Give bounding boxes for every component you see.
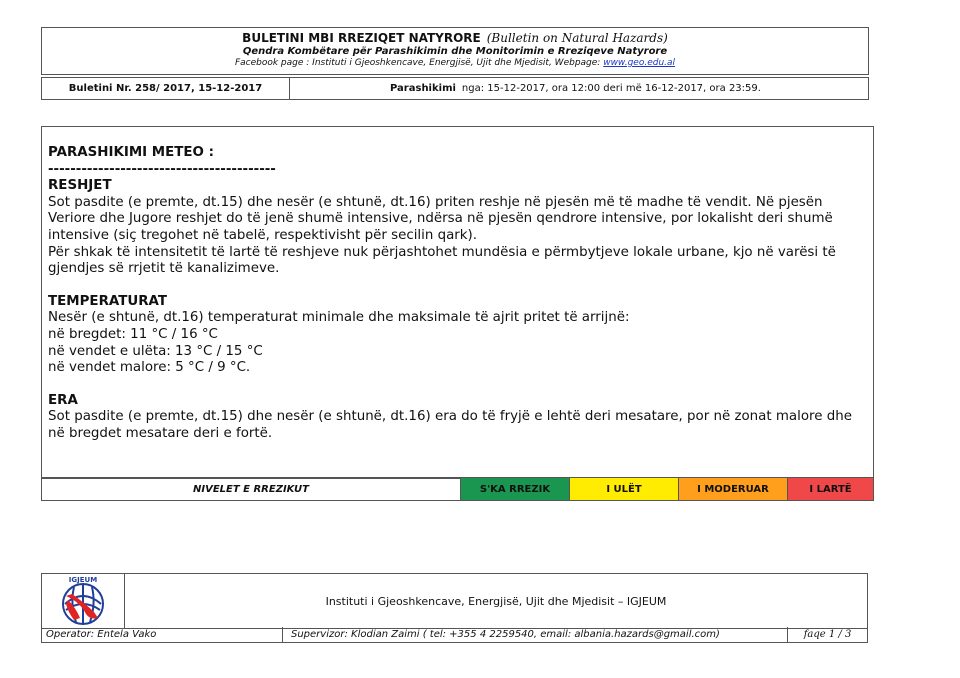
separator-line: -----------------------------------------: [48, 161, 276, 177]
forecast-title: PARASHIKIMI METEO :: [48, 145, 214, 160]
risk-level-high: I LARTË: [787, 478, 873, 500]
forecast-content: [48, 145, 868, 443]
website-link[interactable]: www.geo.edu.al: [603, 58, 676, 68]
svg-text:IGJEUM: IGJEUM: [68, 576, 98, 584]
header-title-line: [42, 31, 868, 45]
header-center-name: Qendra Kombëtare për Parashikimin dhe Monitorimin e Rreziqeve Natyrore: [242, 46, 668, 57]
rain-paragraph-2: Për shkak të intensitetit të lartë të reshjeve nuk përjashtohet mundësia e përmbytjeve lokale urbane, kjo në varësi të gjendjes së rrjetit të kanalizimeve.: [48, 244, 836, 277]
footer-contact-row: [41, 627, 868, 643]
rain-paragraph-1: Sot pasdite (e premte, dt.15) dhe nesër (e shtunë, dt.16) priten reshje në pjesën më të madhe të vendit. Në pjesën Veriore dhe Jugore reshjet do të jenë shumë intensive, ndërsa në pjesën qendrore intensive, por lokalisht deri shumë intensive (siç tregohet në tabelë, respektivisht për secilin qark).: [48, 194, 833, 243]
forecast-label: Parashikimi: [390, 83, 456, 94]
header-title: BULETINI MBI RREZIQET NATYRORE: [242, 31, 481, 45]
header-subtitle: (Bulletin on Natural Hazards): [486, 31, 668, 45]
risk-levels-label: NIVELET E RREZIKUT: [192, 483, 309, 495]
risk-level-none: S'KA RREZIK: [460, 478, 569, 500]
igjeum-logo: [42, 574, 125, 628]
page-number: faqe 1 / 3: [803, 629, 852, 640]
supervisor-contact: Supervizor: Klodian Zaimi ( tel: +355 4 2259540, email: albania.hazards@gmail.com): [283, 627, 788, 642]
temperature-mountains: në vendet malore: 5 °C / 9 °C.: [48, 360, 251, 376]
temperature-lowlands: në vendet e ulëta: 13 °C / 15 °C: [48, 343, 263, 359]
forecast-box: [41, 126, 874, 479]
wind-paragraph: Sot pasdite (e premte, dt.15) dhe nesër (e shtunë, dt.16) era do të fryjë e lehtë deri mesatare, por në zonat malore dhe në bregdet mesatare deri e fortë.: [48, 409, 852, 441]
facebook-text: Facebook page : Instituti i Gjeoshkencave, Energjisë, Ujit dhe Mjedisit, Webpage:: [234, 58, 604, 68]
forecast-range: nga: 15-12-2017, ora 12:00 deri më 16-12-2017, ora 23:59.: [461, 83, 761, 94]
risk-levels-bar: [41, 477, 874, 501]
globe-logo-icon: [52, 574, 114, 628]
risk-level-low: I ULËT: [569, 478, 678, 500]
rain-heading: RESHJET: [48, 178, 112, 194]
temperature-heading: TEMPERATURAT: [48, 293, 167, 309]
temperature-coast: në bregdet: 11 °C / 16 °C: [48, 326, 218, 342]
risk-level-moderate: I MODERUAR: [678, 478, 787, 500]
bulletin-header: [41, 27, 869, 75]
institute-name: Instituti i Gjeoshkencave, Energjisë, Ujit dhe Mjedisit – IGJEUM: [325, 594, 667, 608]
institute-footer: [41, 573, 868, 629]
wind-heading: ERA: [48, 392, 78, 408]
bulletin-number: Buletini Nr. 258/ 2017, 15-12-2017: [42, 78, 290, 99]
temperature-intro: Nesër (e shtunë, dt.16) temperaturat minimale dhe maksimale të ajrit pritet të arrijnë:: [48, 310, 630, 326]
header-links: [42, 58, 868, 68]
bulletin-info-row: [41, 77, 869, 100]
operator-name: Operator: Entela Vako: [42, 627, 283, 642]
forecast-period: [290, 78, 868, 99]
